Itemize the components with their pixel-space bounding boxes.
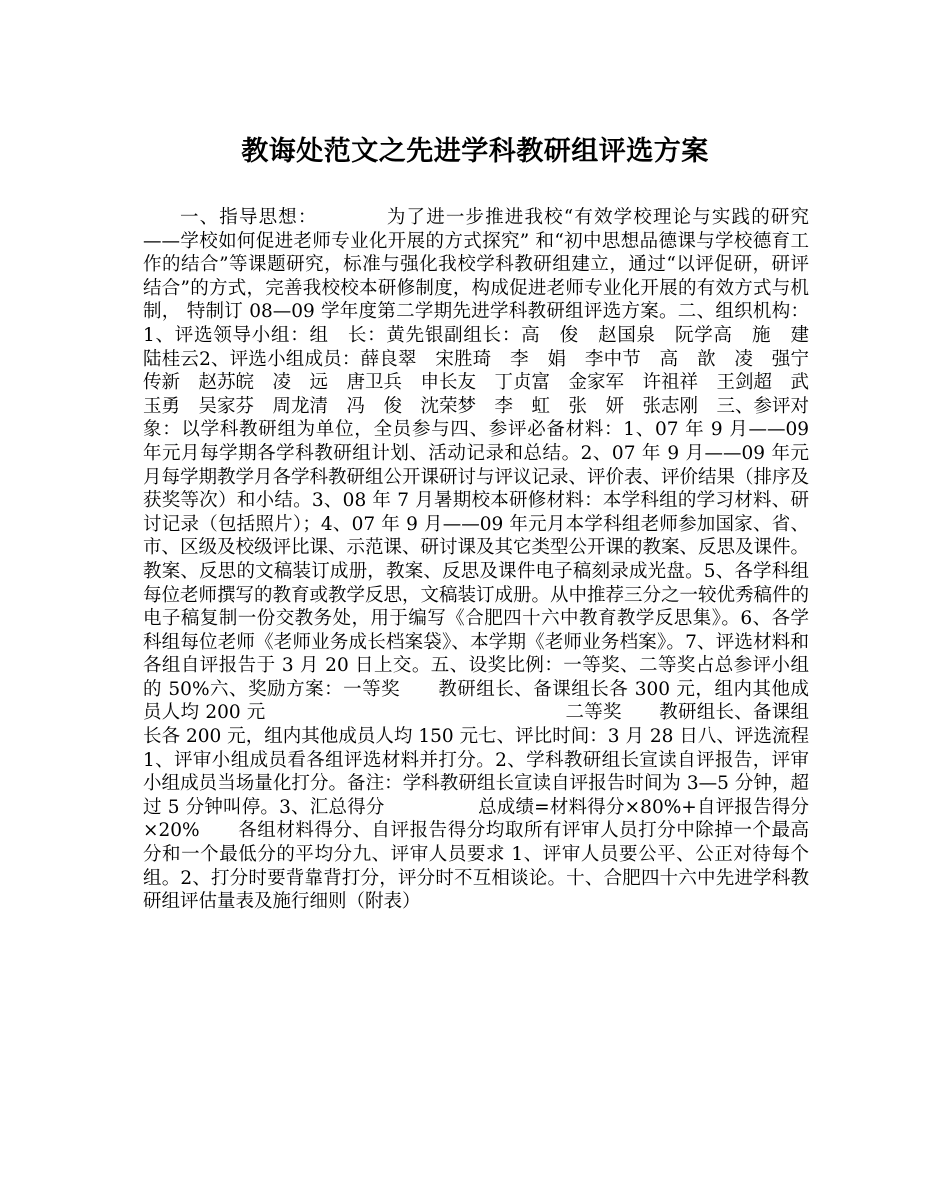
document-body: 一、指导思想： 为了进一步推进我校“有效学校理论与实践的研究——学校如何促进老师专业化开展的方式探究” 和“初中思想品德课与学校德育工作的结合”等课题研究，标准与强化我校学科教研组建立，通过“以评促研，研评结合”的方式，完善我校校本研修制度，构成促进老师专业化开展的有效方式与机制， 特制订 08—09 学年度第二学期先进学科教研组评选方案。二、组织机构：1、评选领导小组：组 长：黄先银副组长：高 俊 赵国泉 阮学高 施 建 陆桂云2、评选小组成员：薛良翠 宋胜琦 李 娟 李中节 高 歆 凌 强宁传新 赵苏皖 凌 远 唐卫兵 申长友 丁贞富 金家军 许祖祥 王剑超 武玉勇 吴家芬 周龙清 冯 俊 沈荣梦 李 虹 张 妍 张志刚 三、参评对象：以学科教研组为单位，全员参与四、参评必备材料：1、07 年 9 月——09 年元月每学期各学科教研组计划、活动记录和总结。2、07 年 9 月——09 年元月每学期教学月各学科教研组公开课研讨与评议记录、评价表、评价结果（排序及获奖等次）和小结。3、08 年 7 月暑期校本研修材料：本学科组的学习材料、研讨记录（包括照片）；4、07 年 9 月——09 年元月本学科组老师参加国家、省、市、区级及校级评比课、示范课、研讨课及其它类型公开课的教案、反思及课件。教案、反思的文稿装订成册，教案、反思及课件电子稿刻录成光盘。5、各学科组每位老师撰写的教育或教学反思，文稿装订成册。从中推荐三分之一较优秀稿件的电子稿复制一份交教务处，用于编写《合肥四十六中教育教学反思集》。6、各学科组每位老师《老师业务成长档案袋》、本学期《老师业务档案》。7、评选材料和各组自评报告于 3 月 20 日上交。五、设奖比例：一等奖、二等奖占总参评小组的 50%六、奖励方案：一等奖 教研组长、备课组长各 300 元，组内其他成员人均 200 元 二等奖 教研组长、备课组长各 200 元，组内其他成员人均 150 元七、评比时间：3 月 28 日八、评选流程 1、评审小组成员看各组评选材料并打分。2、学科教研组长宣读自评报告，评审小组成员当场量化打分。备注：学科教研组长宣读自评报告时间为 3—5 分钟，超过 5 分钟叫停。3、汇总得分 总成绩=材料得分×80%+自评报告得分×20% 各组材料得分、自评报告得分均取所有评审人员打分中除掉一个最高分和一个最低分的平均分九、评审人员要求 1、评审人员要公平、公正对待每个组。2、打分时要背靠背打分，评分时不互相谈论。十、合肥四十六中先进学科教研组评估量表及施行细则（附表）	[143, 207, 828, 913]
document-title: 教诲处范文之先进学科教研组评选方案	[241, 136, 709, 167]
